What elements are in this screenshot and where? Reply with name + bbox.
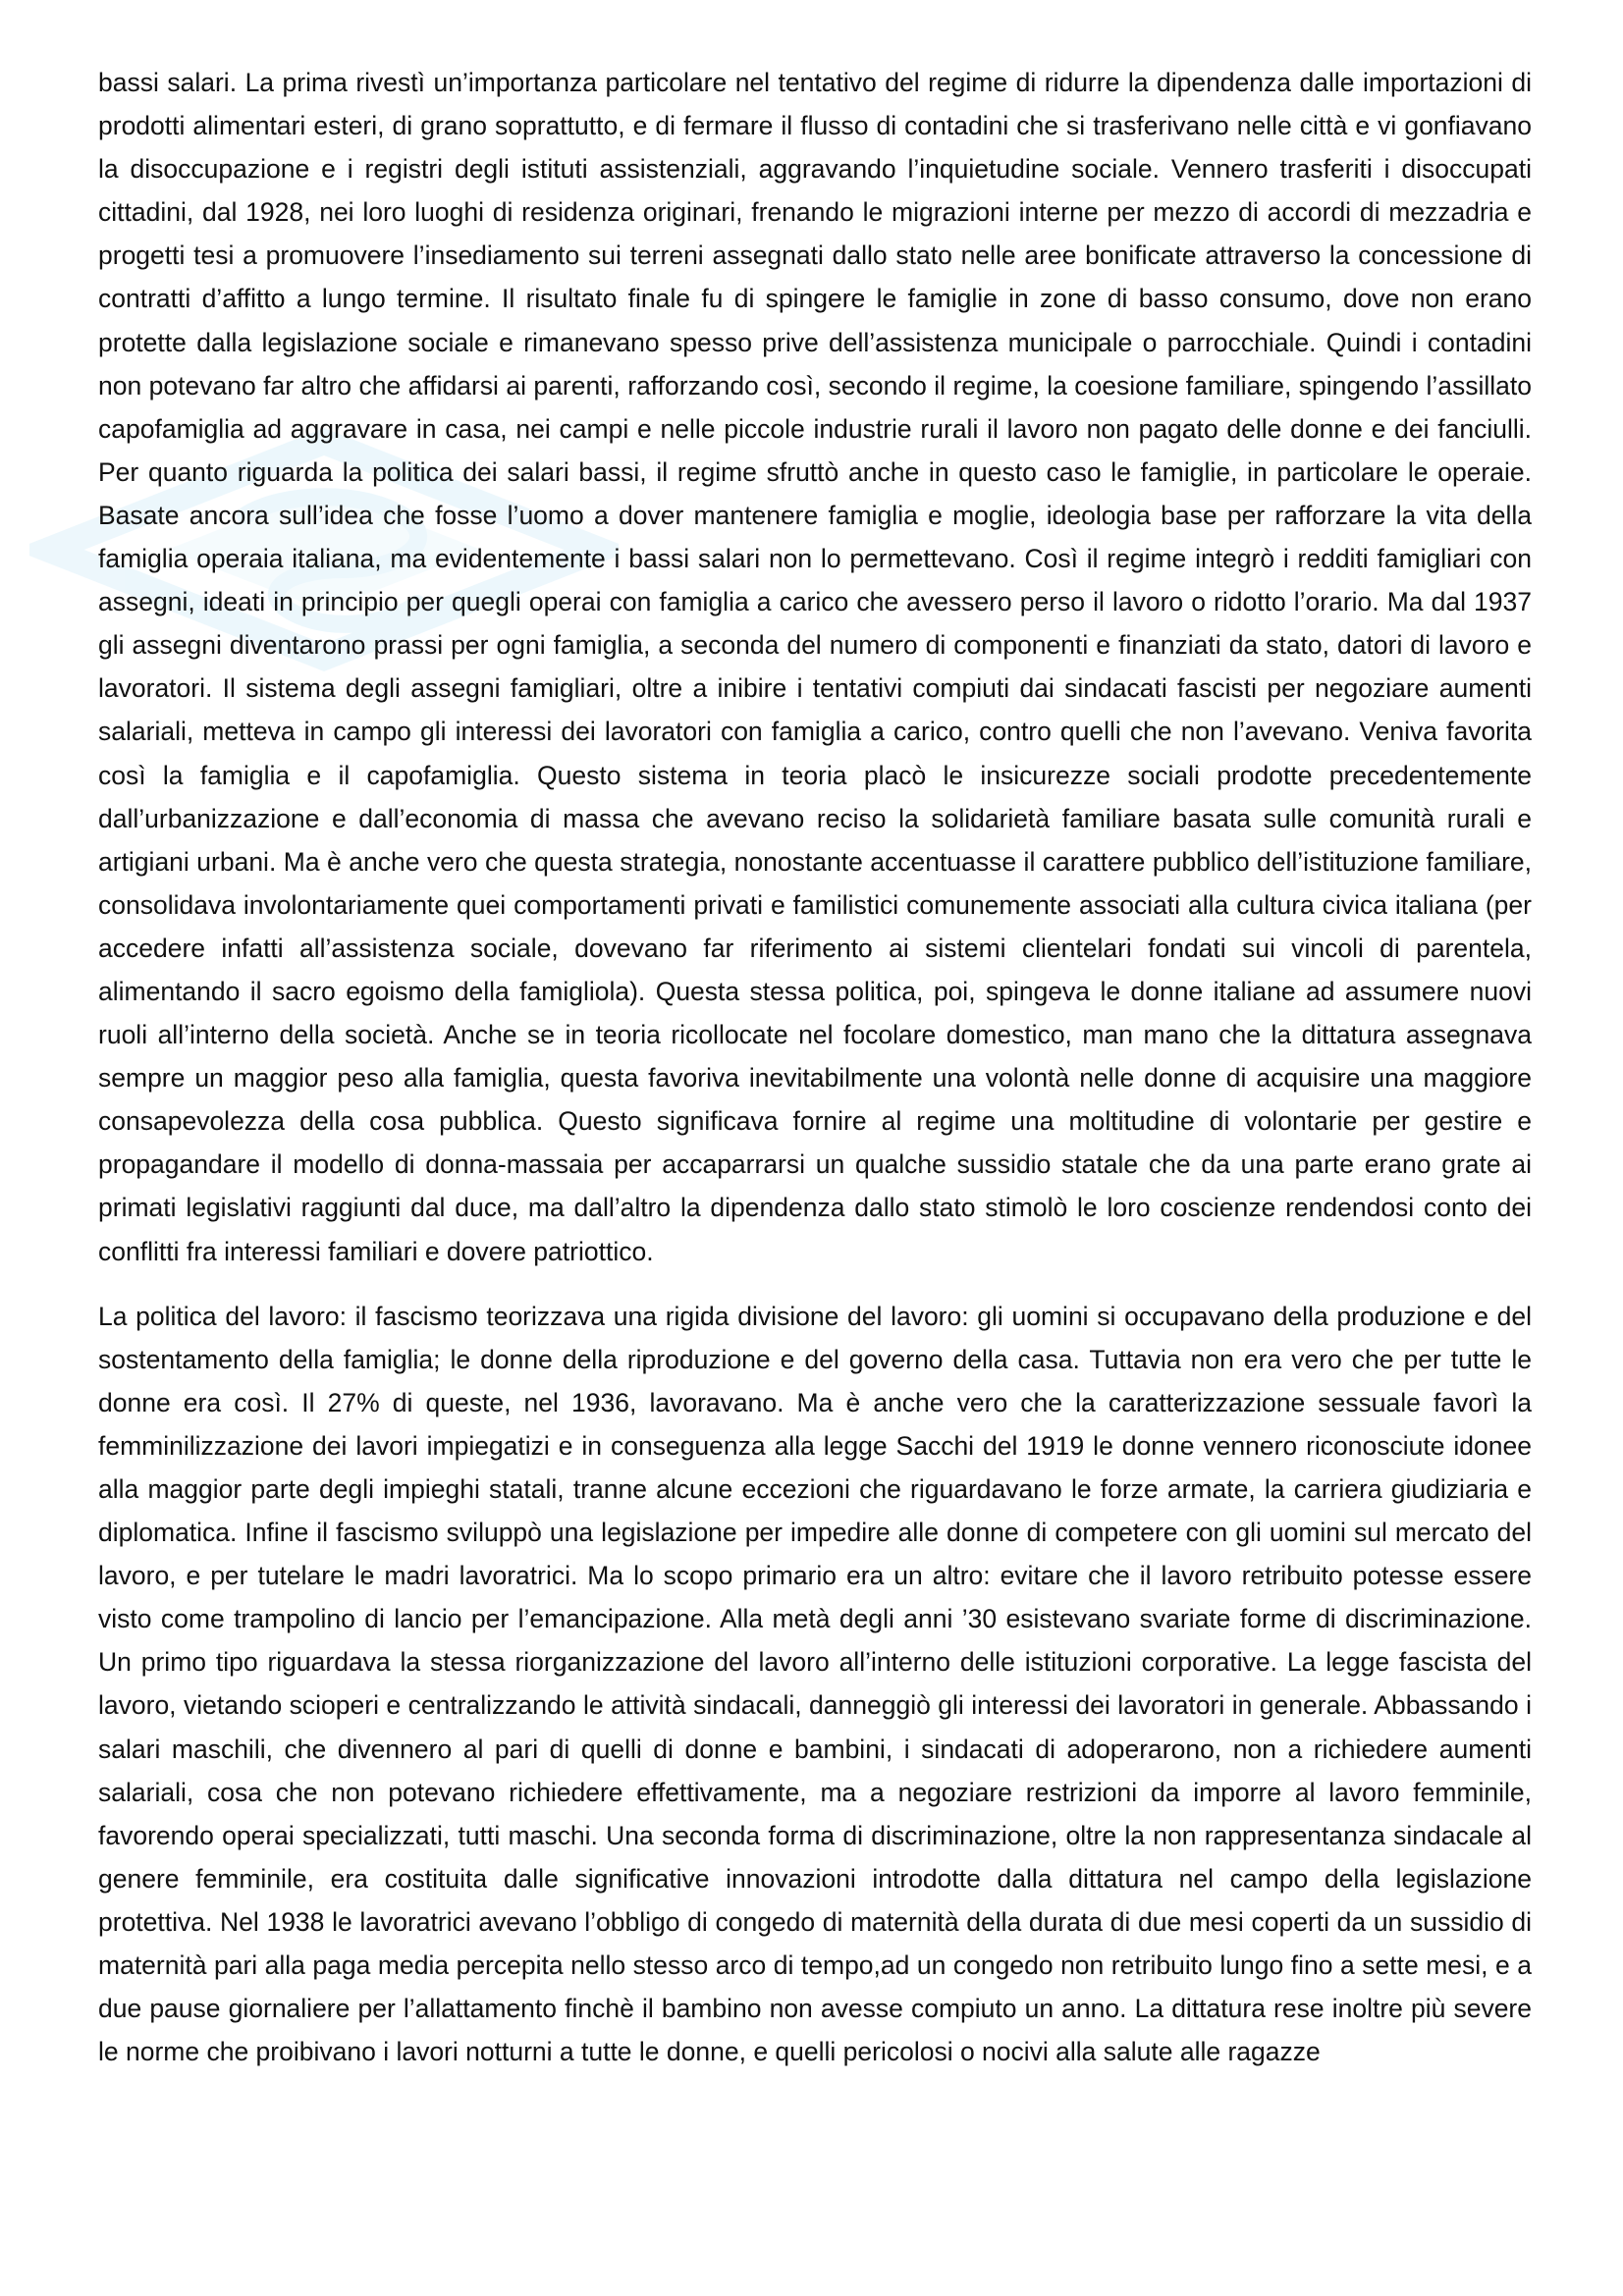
paragraph-family-policy: bassi salari. La prima rivestì un’importanza particolare nel tentativo del regime di ridurre la dipendenza dalle importazioni di prodotti alimentari esteri, di grano soprattutto, e di fermare il flusso di contadini che si trasferivano nelle città e vi gonfiavano la disoccupazione e i registri degli istituti assistenziali, aggravando l’inquietudine sociale. Vennero trasferiti i disoccupati cittadini, dal 1928, nei loro luoghi di residenza originari, frenando le migrazioni interne per mezzo di accordi di mezzadria e progetti tesi a promuovere l’insediamento sui terreni assegnati dallo stato nelle aree bonificate attraverso la concessione di contratti d’affitto a lungo termine. Il risultato finale fu di spingere le famiglie in zone di basso consumo, dove non erano protette dalla legislazione sociale e rimanevano spesso prive dell’assistenza municipale o parrocchiale. Quindi i contadini non potevano far altro che affidarsi ai parenti, rafforzando così, secondo il regime, la coesione familiare, spingendo l’assillato capofamiglia ad aggravare in casa, nei campi e nelle piccole industrie rurali il lavoro non pagato delle donne e dei fanciulli. Per quanto riguarda la politica dei salari bassi, il regime sfruttò anche in questo caso le famiglie, in particolare le operaie. Basate ancora sull’idea che fosse l’uomo a dover mantenere famiglia e moglie, ideologia base per rafforzare la vita della famiglia operaia italiana, ma evidentemente i bassi salari non lo permettevano. Così il regime integrò i redditi famigliari con assegni, ideati in principio per quegli operai con famiglia a carico che avessero perso il lavoro o ridotto l’orario. Ma dal 1937 gli assegni diventarono prassi per ogni famiglia, a seconda del numero di componenti e finanziati da stato, datori di lavoro e lavoratori. Il sistema degli assegni famigliari, oltre a inibire i tentativi compiuti dai sindacati fascisti per negoziare aumenti salariali, metteva in campo gli interessi dei lavoratori con famiglia a carico, contro quelli che non l’avevano. Veniva favorita così la famiglia e il capofamiglia. Questo sistema in teoria placò le insicurezze sociali prodotte precedentemente dall’urbanizzazione e dall’economia di massa che avevano reciso la solidarietà familiare basata sulle comunità rurali e artigiani urbani. Ma è anche vero che questa strategia, nonostante accentuasse il carattere pubblico dell’istituzione familiare, consolidava involontariamente quei comportamenti privati e familistici comunemente associati alla cultura civica italiana (per accedere infatti all’assistenza sociale, dovevano far riferimento ai sistemi clientelari fondati sui vincoli di parentela, alimentando il sacro egoismo della famigliola). Questa stessa politica, poi, spingeva le donne italiane ad assumere nuovi ruoli all’interno della società. Anche se in teoria ricollocate nel focolare domestico, man mano che la dittatura assegnava sempre un maggior peso alla famiglia, questa favoriva inevitabilmente una volontà nelle donne di acquisire una maggiore consapevolezza della cosa pubblica. Questo significava fornire al regime una moltitudine di volontarie per gestire e propagandare il modello di donna-massaia per accaparrarsi un qualche sussidio statale che da una parte erano grate ai primati legislativi raggiunti dal duce, ma dall’altro la dipendenza dallo stato stimolò le loro coscienze rendendosi conto dei conflitti fra interessi familiari e dovere patriottico. — [98, 68, 1532, 1266]
paragraph-labor-policy: La politica del lavoro: il fascismo teorizzava una rigida divisione del lavoro: gli uomini si occupavano della produzione e del sostentamento della famiglia; le donne della riproduzione e del governo della casa. Tuttavia non era vero che per tutte le donne era così. Il 27% di queste, nel 1936, lavoravano. Ma è anche vero che la caratterizzazione sessuale favorì la femminilizzazione dei lavori impiegatizi e in conseguenza alla legge Sacchi del 1919 le donne vennero riconosciute idonee alla maggior parte degli impieghi statali, tranne alcune eccezioni che riguardavano le forze armate, la carriera giudiziaria e diplomatica. Infine il fascismo sviluppò una legislazione per impedire alle donne di competere con gli uomini sul mercato del lavoro, e per tutelare le madri lavoratrici. Ma lo scopo primario era un altro: evitare che il lavoro retribuito potesse essere visto come trampolino di lancio per l’emancipazione. Alla metà degli anni ’30 esistevano svariate forme di discriminazione. Un primo tipo riguardava la stessa riorganizzazione del lavoro all’interno delle istituzioni corporative. La legge fascista del lavoro, vietando scioperi e centralizzando le attività sindacali, danneggiò gli interessi dei lavoratori in generale. Abbassando i salari maschili, che divennero al pari di quelli di donne e bambini, i sindacati di adoperarono, non a richiedere aumenti salariali, cosa che non potevano richiedere effettivamente, ma a negoziare restrizioni da imporre al lavoro femminile, favorendo operai specializzati, tutti maschi. Una seconda forma di discriminazione, oltre la non rappresentanza sindacale al genere femminile, era costituita dalle significative innovazioni introdotte dalla dittatura nel campo della legislazione protettiva. Nel 1938 le lavoratrici avevano l’obbligo di congedo di maternità della durata di due mesi coperti da un sussidio di maternità pari alla paga media percepita nello stesso arco di tempo,ad un congedo non retribuito lungo fino a sette mesi, e a due pause giornaliere per l’allattamento finchè il bambino non avesse compiuto un anno. La dittatura rese inoltre più severe le norme che proibivano i lavori notturni a tutte le donne, e quelli pericolosi o nocivi alla salute alle ragazze — [98, 1301, 1532, 2067]
document-body — [98, 61, 1532, 2073]
